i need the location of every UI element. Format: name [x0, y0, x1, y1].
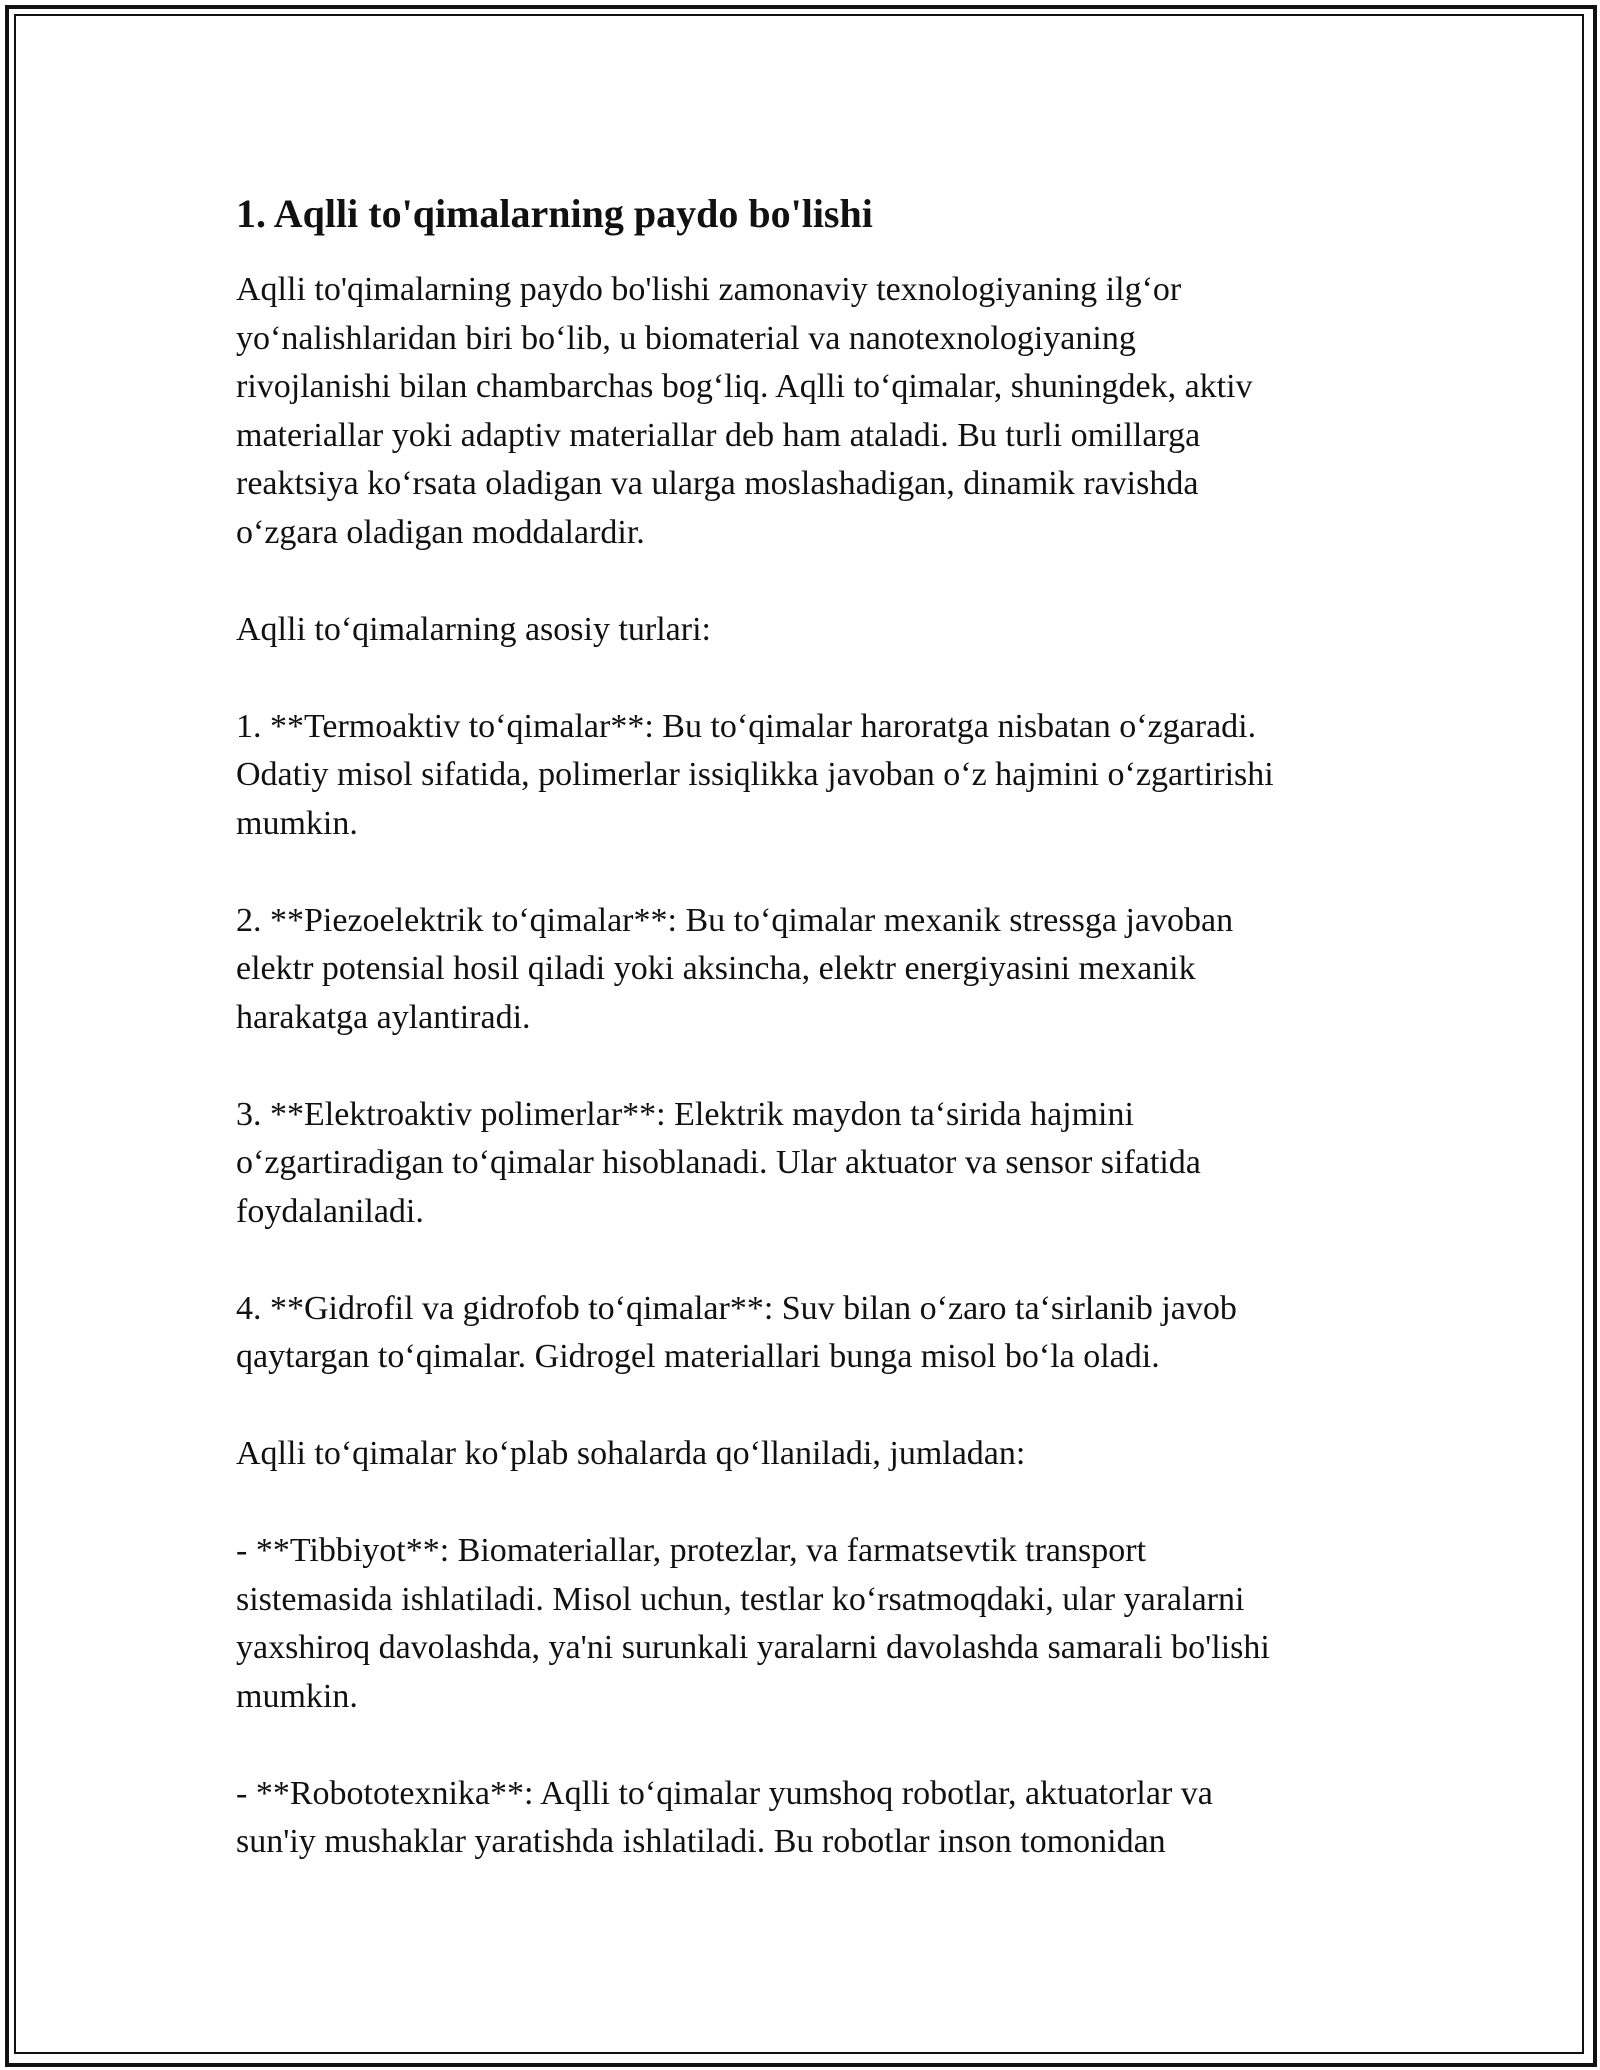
text-line: 2. **Piezoelektrik to‘qimalar**: Bu to‘qimalar mexanik stressga javoban [236, 901, 1234, 939]
text-line: 3. **Elektroaktiv polimerlar**: Elektrik maydon ta‘sirida hajmini [236, 1095, 1134, 1133]
paragraph-applications-intro [236, 1430, 1376, 1479]
text-line: rivojlanishi bilan chambarchas bog‘liq. Aqlli to‘qimalar, shuningdek, aktiv [236, 368, 1253, 405]
paragraph-intro [236, 266, 1376, 557]
text-line: mumkin. [236, 1677, 358, 1715]
text-line: o‘zgara oladigan moddalardir. [236, 513, 645, 551]
text-line: mumkin. [236, 804, 358, 842]
text-line: foydalaniladi. [236, 1192, 424, 1230]
text-line: reaktsiya ko‘rsata oladigan va ularga moslashadigan, dinamik ravishda [236, 465, 1199, 502]
paragraph-types-intro [236, 606, 1376, 655]
text-line: Odatiy misol sifatida, polimerlar issiqlikka javoban o‘z hajmini o‘zgartirishi [236, 756, 1274, 793]
text-line: o‘zgartiradigan to‘qimalar hisoblanadi. Ular aktuator va sensor sifatida [236, 1144, 1201, 1181]
text-line: Aqlli to'qimalarning paydo bo'lishi zamonaviy texnologiyaning ilg‘or [236, 271, 1182, 308]
text-line: qaytargan to‘qimalar. Gidrogel materiallari bunga misol bo‘la oladi. [236, 1338, 1160, 1375]
text-line: yaxshiroq davolashda, ya'ni surunkali yaralarni davolashda samarali bo'lishi [236, 1629, 1270, 1666]
text-line: yo‘nalishlaridan biri bo‘lib, u biomaterial va nanotexnologiyaning [236, 319, 1136, 357]
document-body [236, 186, 1376, 1867]
list-item-gidrofil [236, 1285, 1376, 1382]
text-line: 4. **Gidrofil va gidrofob to‘qimalar**: Suv bilan o‘zaro ta‘sirlanib javob [236, 1289, 1237, 1327]
text-line: sistemasida ishlatiladi. Misol uchun, testlar ko‘rsatmoqdaki, ular yaralarni [236, 1580, 1245, 1618]
text-line: 1. **Termoaktiv to‘qimalar**: Bu to‘qimalar haroratga nisbatan o‘zgaradi. [236, 707, 1257, 745]
list-item-elektroaktiv [236, 1091, 1376, 1237]
text-line: materiallar yoki adaptiv materiallar deb ham ataladi. Bu turli omillarga [236, 416, 1201, 454]
text-line: - **Robototexnika**: Aqlli to‘qimalar yumshoq robotlar, aktuatorlar va [236, 1774, 1213, 1812]
text-line: harakatga aylantiradi. [236, 998, 531, 1036]
text-line: - **Tibbiyot**: Biomateriallar, protezlar, va farmatsevtik transport [236, 1532, 1147, 1569]
list-item-tibbiyot [236, 1527, 1376, 1721]
list-item-termoaktiv [236, 703, 1376, 849]
section-heading: 1. Aqlli to'qimalarning paydo bo'lishi [236, 191, 873, 236]
text-line: elektr potensial hosil qiladi yoki aksincha, elektr energiyasini mexanik [236, 950, 1196, 987]
text-line: Aqlli to‘qimalar ko‘plab sohalarda qo‘llaniladi, jumladan: [236, 1435, 1026, 1472]
list-item-piezoelektrik [236, 897, 1376, 1043]
text-line: sun'iy mushaklar yaratishda ishlatiladi. Bu robotlar inson tomonidan [236, 1823, 1166, 1860]
list-item-robototexnika [236, 1770, 1376, 1867]
text-line: Aqlli to‘qimalarning asosiy turlari: [236, 610, 711, 648]
